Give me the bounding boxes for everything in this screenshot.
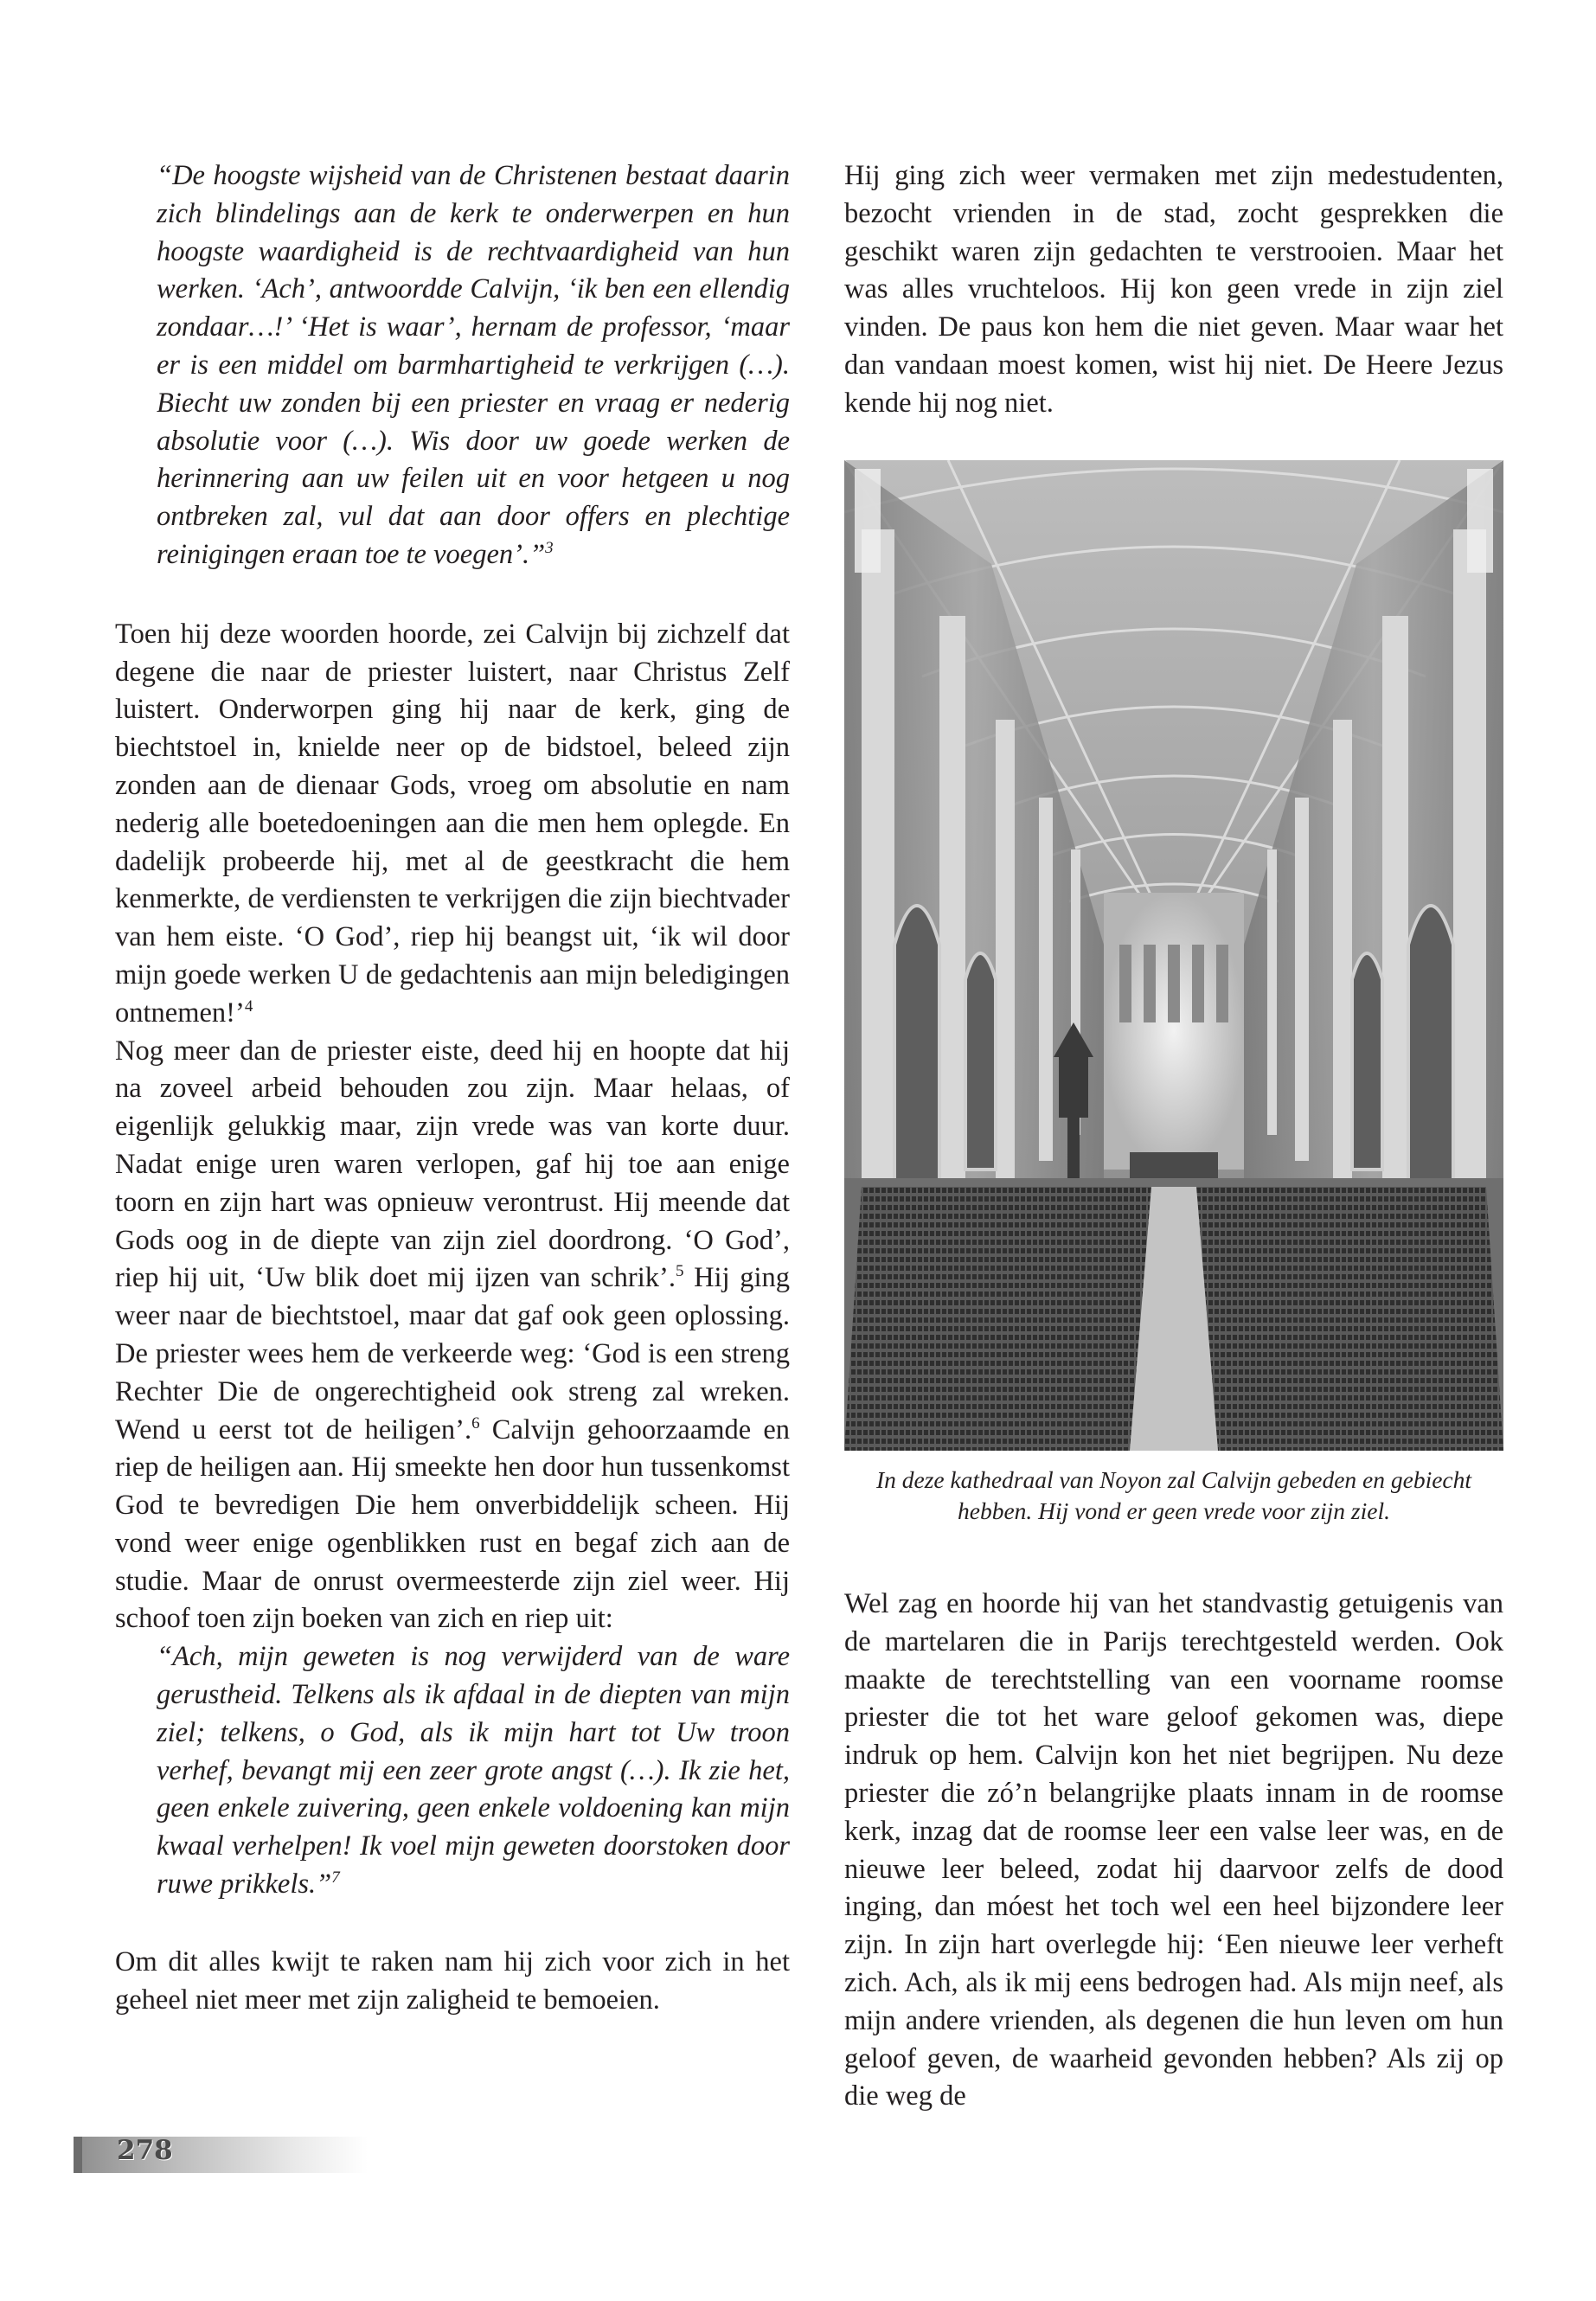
cathedral-nave-illustration — [844, 460, 1503, 1451]
paragraph-text: Hij ging weer naar de biechtstoel, maar dat gaf ook geen oplossing. De priester wees hem de verkeerde weg: ‘God is een streng Rechter Die de ongerechtigheid ook streng zal wreken. Wend u eerst tot de heiligen’. — [115, 1262, 791, 1445]
footnote-ref-7: 7 — [331, 1868, 340, 1888]
folio-tick — [74, 2137, 82, 2173]
left-column — [115, 157, 790, 2019]
footnote-ref-5: 5 — [675, 1262, 684, 1281]
footnote-ref-3: 3 — [545, 538, 554, 557]
paragraph-martyrs: Wel zag en hoorde hij van het standvastig getuigenis van de martelaren die in Parijs terechtgesteld werden. Ook maakte de terechtstelling van een voorname roomse priester die tot het ware geloof gekomen was, diepe indruk op hem. Calvijn kon het niet begrijpen. Nu deze priester die zó’n belangrijke plaats innam in de roomse kerk, inzag dat de roomse leer een valse leer was, en de nieuwe leer beleed, zodat hij daarvoor zelfs de dood inging, dan móest het toch wel een heel bijzondere leer zijn. In zijn hart overlegde hij: ‘Een nieuwe leer verheft zich. Ach, als ik mij eens bedrogen had. Als mijn neef, als mijn andere vrienden, als degenen die hun leven om hun geloof geven, de waarheid gevonden hebben? Als zij op die weg de — [844, 1588, 1503, 2112]
block-quote-professor — [157, 157, 790, 574]
paragraph-unrest — [115, 1033, 790, 1639]
paragraph-text: Toen hij deze woorden hoorde, zei Calvijn bij zichzelf dat degene die naar de priester luistert, naar Christus Zelf luistert. Onderworpen ging hij naar de kerk, ging de biechtstoel in, knielde neer op de bidstoel, beleed zijn zonden aan de dienaar Gods, vroeg om absolutie en nam nederig alle boetedoeningen aan die men hem oplegde. En dadelijk probeerde hij, met al de geestkracht die hem kenmerkte, de verdiensten te verkrijgen die zijn biechtvader van hem eiste. ‘O God’, riep hij beangst uit, ‘ik wil door mijn goede werken U de gedachtenis aan mijn beledigingen ontnemen!’ — [115, 618, 790, 1029]
right-column-top — [844, 157, 1503, 423]
block-quote-calvin — [157, 1638, 790, 1904]
cathedral-photo — [844, 460, 1503, 1451]
quote-text: “De hoogste wijsheid van de Christenen bestaat daarin zich blindelings aan de kerk te onderwerpen en hun hoogste waardigheid is de rechtvaardigheid van hun werken. ‘Ach’, antwoordde Calvijn, ‘ik ben een ellendig zondaar…!’ ‘Het is waar’, hernam de professor, ‘maar er is een middel om barmhartigheid te verkrijgen (…). Biecht uw zonden bij een priester en vraag er nederig absolutie voor (…). Wis door uw goede werken de herinnering aan uw feilen uit en voor hetgeen u nog ontbreken zal, vul dat aan door offers en plechtige reinigingen eraan toe te voegen’.” — [157, 160, 790, 570]
paragraph-text: Calvijn gehoorzaamde en riep de heiligen aan. Hij smeekte hen door hun tussenkomst God te bevredigen Die hem onverbiddelijk scheen. Hij vond weer enige ogenblikken rust en begaf zich aan de studie. Maar de onrust overmeesterde zijn ziel weer. Hij schoof toen zijn boeken van zich en riep uit: — [115, 1413, 791, 1635]
page-number: 278 — [117, 2135, 173, 2166]
paragraph-confession — [115, 616, 790, 1033]
photo-caption: In deze kathedraal van Noyon zal Calvijn gebeden en gebiecht hebben. Hij vond er geen vrede voor zijn ziel. — [875, 1466, 1472, 1524]
footnote-ref-4: 4 — [244, 997, 253, 1016]
quote-text: “Ach, mijn geweten is nog verwijderd van de ware gerustheid. Telkens als ik afdaal in de diepten van mijn ziel; telkens, o God, als ik mijn hart tot Uw troon verhef, bevangt mij een zeer grote angst (…). Ik zie het, geen enkele zuivering, geen enkele voldoening kan mijn kwaal verhelpen! Ik voel mijn geweten doorstoken door ruwe prikkels.” — [157, 1641, 790, 1900]
paragraph-distraction: Hij ging zich weer vermaken met zijn medestudenten, bezocht vrienden in de stad, zocht gesprekken die geschikt waren zijn gedachten te verstrooien. Maar het was alles vruchteloos. Hij kon geen vrede in zijn ziel vinden. De paus kon hem die niet geven. Maar waar het dan vandaan moest komen, wist hij niet. De Heere Jezus kende hij nog niet. — [844, 160, 1503, 419]
paragraph-text: Nog meer dan de priester eiste, deed hij en hoopte dat hij na zoveel arbeid behouden zou zijn. Maar helaas, of eigenlijk gelukkig maar, zijn vrede was van korte duur. Nadat enige uren waren verlopen, gaf hij toe aan enige toorn en zijn hart was opnieuw verontrust. Hij meende dat Gods oog in de diepte van zijn ziel doordrong. ‘O God’, riep hij uit, ‘Uw blik doet mij ijzen van schrik’. — [115, 1035, 790, 1294]
footnote-ref-6: 6 — [471, 1413, 480, 1433]
paragraph-giving-up: Om dit alles kwijt te raken nam hij zich voor zich in het geheel niet meer met zijn zaligheid te bemoeien. — [115, 1945, 790, 2016]
right-column-bottom — [844, 1586, 1503, 2116]
